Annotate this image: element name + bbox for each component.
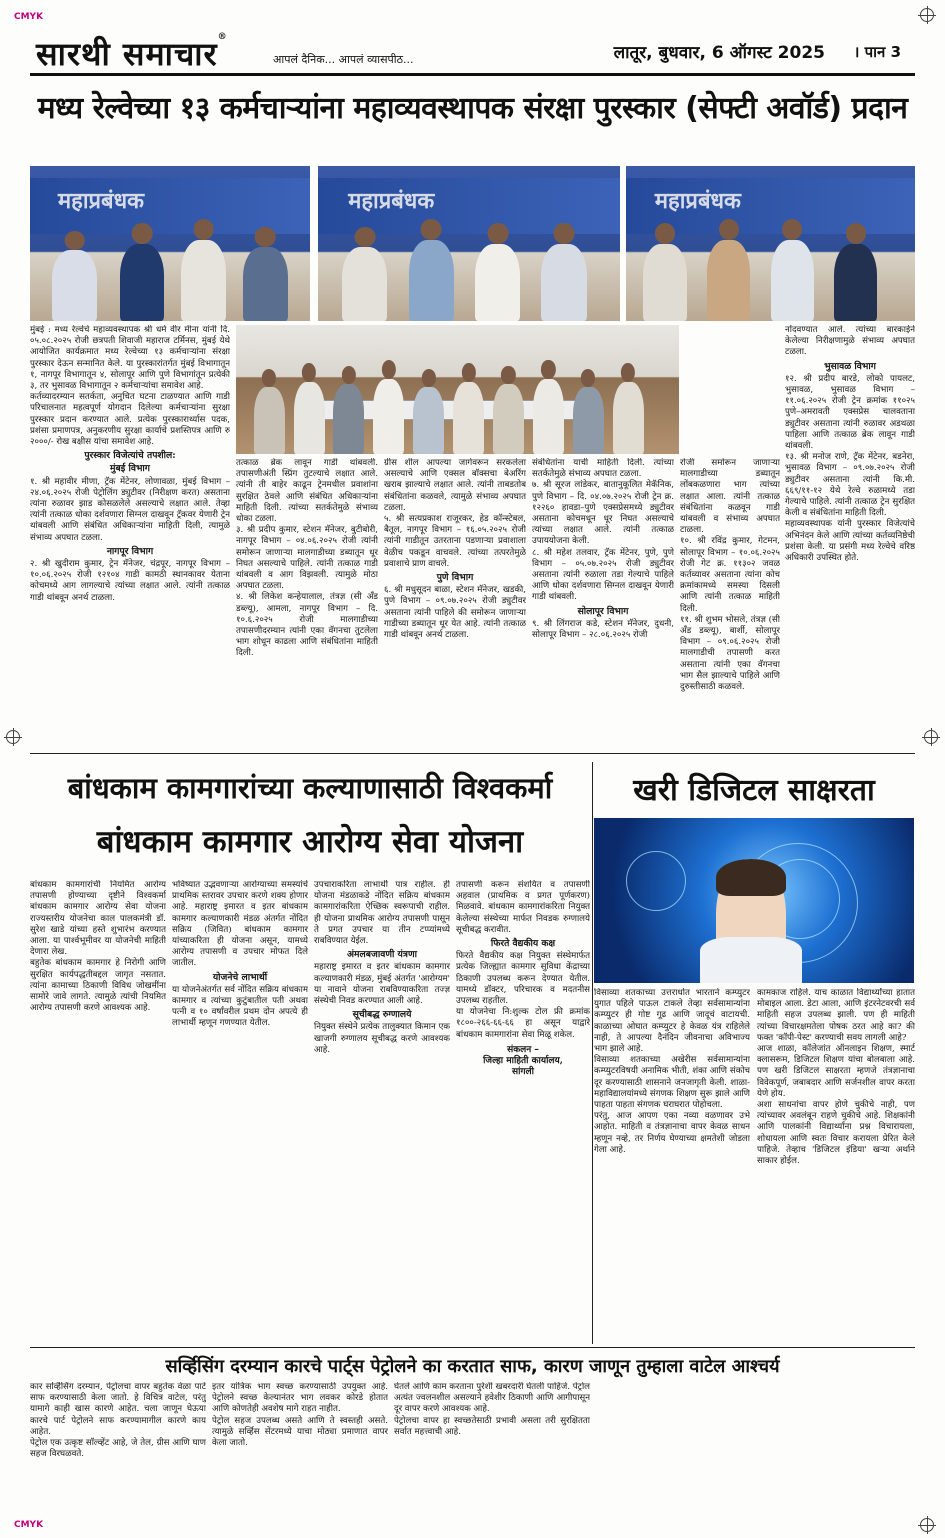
page-number: । पान 3 [853, 43, 901, 61]
story1-column-3: ग्रीस शील आपल्या जागेवरून सरकलेला असल्याचे आणि एक्सल बॉक्सचा बेअरिंग खराब झाल्याचे लक्षात आले. त्यांनी ताबडतोब संबंधितांना कळवले, त्यामुळे संभाव्य अपघात टळला. ५. श्री सत्यप्रकाश राजूरकर, हेड कॉन्स्टेबल, बैतूल, नागपूर विभाग – १६.०५.२०२५ रोजी त्यांनी गाडीतून उतरताना पडणाऱ्या प्रवाशाला वेळीच पकडून वाचवले. त्यांच्या तत्परतेमुळे प्रवाशाचे प्राण वाचले. पुणे विभाग ६. श्री मधुसूदन बाळा, स्टेशन मॅनेजर, खडकी, पुणे विभाग – ०९.०७.२०२५ रोजी ड्युटीवर असताना त्यांनी पाहिले की समोरून जाणाऱ्या गाडीच्या डब्यातून धूर येत आहे. त्यांनी तत्काळ गाडी थांबवून अनर्थ टाळला. [384, 458, 526, 641]
section-divider [30, 1347, 915, 1348]
column-divider [592, 762, 593, 1344]
cmyk-marker-top: CMYK [14, 12, 44, 22]
story1-column-2: तत्काळ ब्रेक लावून गाडी थांबवली. तपासणीअंती स्प्रिंग तुटल्याचे लक्षात आले. त्यांनी ती बाहेर काढून ट्रेनमधील प्रवाशांना सुरक्षित ठेवले आणि संबंधित अधिकाऱ्यांना माहिती दिली. त्यांच्या सतर्कतेमुळे संभाव्य धोका टळला. ३. श्री प्रदीप कुमार, स्टेशन मॅनेजर, बुटीबोरी, नागपूर विभाग – ०४.०६.२०२५ रोजी त्यांनी समोरून जाणाऱ्या मालगाडीच्या डब्यातून धूर निघत असल्याचे पाहिले. त्यांनी तत्काळ गाडी थांबवली व आग विझवली. त्यामुळे मोठा अपघात टळला. ४. श्री लिकेश कन्हेयालाल, तंत्रज्ञ (सी अँड डब्ल्यू), आमला, नागपूर विभाग – दि. १०.६.२०२५ रोजी मालगाडीच्या तपासणीदरम्यान त्यांनी एका वॅगनचा तुटलेला भाग शोधून काढला आणि संबंधितांना माहिती दिली. [236, 458, 378, 659]
story2-column-3: उपचाराकरिता लाभार्थी पात्र राहील. ही योजना मंडळाकडे नोंदित सक्रिय बांधकाम कामगारांकरिता ऐच्छिक स्वरूपाची राहील. ही योजना प्राथमिक आरोग्य तपासणी पासून ते प्रगत उपचार या तीन टप्प्यांमध्ये राबविण्यात येईल. अंमलबजावणी यंत्रणा महाराष्ट्र इमारत व इतर बांधकाम कामगार कल्याणकारी मंडळ, मुंबई अंतर्गत 'आरोग्यम' या नावाने योजना राबविण्याकरिता तज्ज्ञ संस्थेची निवड करण्यात आली आहे. सूचीबद्ध रुग्णालये नियुक्त संस्थेने प्रत्येक तालुक्यात किमान एक खाजगी रुग्णालय सूचीबद्ध करणे आवश्यक आहे. [314, 880, 450, 1055]
registration-mark-icon [920, 8, 934, 22]
story2-headline-line1: बांधकाम कामगारांच्या कल्याणासाठी विश्वकर्मा [67, 771, 553, 805]
story4-column-1: कार सर्व्हिसिंग दरम्यान, पेट्रोलचा वापर बहुतेक वेळा पार्ट साफ करण्यासाठी केला जातो. हे विचित्र वाटेल, परंतु यामागे काही खास कारणे आहेत. चला जाणून घेऊया कारचे पार्ट पेट्रोलने साफ करण्यामागील कारणे काय आहेत. पेट्रोल एक उत्कृष्ट सॉल्व्हेंट आहे, जे तेल, ग्रीस आणि घाण सहज विरघळवते. [30, 1382, 206, 1460]
dateline: लातूर, बुधवार, 6 ऑगस्ट 2025 [613, 43, 825, 63]
story1-column-4: संबंधितांना याची माहिती दिली. त्यांच्या सतर्कतेमुळे संभाव्य अपघात टळला. ७. श्री सूरज लांडेकर, बातानुकूलित मेकॅनिक, पुणे विभाग – दि. ०४.०७.२०२५ रोजी ट्रेन क्र. १२२६० हावडा–पुणे एक्सप्रेसमध्ये ड्युटीवर असताना कोचमधून धूर निघत असल्याचे त्यांच्या लक्षात आले. त्यांनी तत्काळ उपाययोजना केली. ८. श्री महेश तलवार, ट्रॅक मेंटेनर, पुणे, पुणे विभाग – ०५.०७.२०२५ रोजी ड्युटीवर असताना त्यांनी रुळाला तडा गेल्याचे पाहिले आणि धोका दर्शवणारा सिग्नल दाखवून येणारी गाडी थांबवली. सोलापूर विभाग ९. श्री लिंगराज कडे, स्टेशन मॅनेजर, दुधनी, सोलापूर विभाग – २८.०६.२०२५ रोजी [532, 458, 674, 641]
group-photo [236, 325, 679, 454]
story1-column-1: मुंबई : मध्य रेल्वेचे महाव्यवस्थापक श्री धर्म वीर मीना यांनी दि. ०५.०८.२०२५ रोजी छत्रपती शिवाजी महाराज टर्मिनस, मुंबई येथे आयोजित कार्यक्रमात मध्य रेल्वेच्या १३ कर्मचाऱ्यांना संरक्षा पुरस्कार देऊन सन्मानित केले. या पुरस्कारांतर्गत मुंबई विभागातून १, नागपूर विभागातून ४, सोलापूर आणि पुणे विभागांतून प्रत्येकी ३, तर भुसावळ विभागातून २ कर्मचाऱ्यांचा समावेश आहे. कर्तव्यादरम्यान सतर्कता, अनुचित घटना टाळण्यात आणि गाडी परिचालनात महत्वपूर्ण योगदान दिलेल्या कर्मचाऱ्यांना सुरक्षा पुरस्कार प्रदान करण्यात आले. प्रत्येक पुरस्कारार्थ्यास पदक, प्रशंसा प्रमाणपत्र, अनुकरणीय सुरक्षा कार्याचे प्रशस्तिपत्र आणि रु २०००/- रोख बक्षीस यांचा समावेश आहे. पुरस्कार विजेत्यांचे तपशील: मुंबई विभाग १. श्री महावीर मीणा, ट्रॅक मेंटेनर, लोणावळा, मुंबई विभाग – २४.०६.२०२५ रोजी पेट्रोलिंग ड्युटीवर (निरीक्षण करत) असताना त्यांना रुळावर झाड कोसळलेले असल्याचे लक्षात आले. तेव्हा त्यांनी तत्काळ धोका दर्शवणारा सिग्नल दाखवून ट्रॅकवर येणारी ट्रेन थांबवली आणि संबंधित अधिकाऱ्यांना माहिती दिली, त्यामुळे संभाव्य अपघात टळला. नागपूर विभाग २. श्री खुदीराम कुमार, ट्रेन मॅनेजर, चंद्रपूर, नागपूर विभाग – १०.०६.२०२५ रोजी १२१०४ गाडी कामठी स्थानकावर येताना कोचमध्ये आग लागल्याचे त्यांच्या लक्षात आले. त्यांनी तत्काळ गाडी थांबवून अनर्थ टाळला. [30, 325, 230, 603]
story2-column-1: बांधकाम कामगारांची नियमित आरोग्य तपासणी होण्याच्या दृष्टीने विश्वकर्मा बांधकाम कामगार आरोग्य सेवा योजना राज्यस्तरीय योजनेचा काल पालकमंत्री डॉ. सुरेश खाडे यांच्या हस्ते शुभारंभ करण्यात आला. या पार्श्वभूमीवर या योजनेची माहिती देणारा लेख. बहुतेक बांधकाम कामगार हे निरोगी आणि सुरक्षित कार्यपद्धतीबद्दल जागृत नसतात. त्यांना कामाच्या ठिकाणी विविध जोखमींना सामोरे जावे लागते. त्यामुळे त्यांची नियमित आरोग्य तपासणी करणे आवश्यक आहे. [30, 880, 166, 1014]
masthead [30, 30, 915, 76]
section-divider [30, 753, 915, 754]
story2-headline-line2: बांधकाम कामगार आरोग्य सेवा योजना [96, 824, 524, 860]
registration-mark-icon [6, 730, 20, 744]
story2-column-4: तपासणी करून संशयित व तपासणी अहवाल (प्राथमिक व प्रगत पूर्णकरण) मिळवावे. बांधकाम कामगारांकरिता नियुक्त केलेल्या संस्थेच्या मार्फत निवडक रुग्णालये सूचीबद्ध करावीत. फिरते वैद्यकीय कक्ष फिरते वैद्यकीय कक्ष नियुक्त संस्थेमार्फत प्रत्येक जिल्ह्यात कामगार सुविधा केंद्राच्या ठिकाणी उपलब्ध करून देण्यात येतील. यामध्ये डॉक्टर, परिचारक व मदतनीस उपलब्ध राहतील. या योजनेचा नि:शुल्क टोल फ्री क्रमांक १८००-२६६-६६-६६ हा असून याद्वारे बांधकाम कामगारांना सेवा मिळू शकेल. संकलन – जिल्हा माहिती कार्यालय, सांगली [456, 880, 590, 1078]
story2-signature: संकलन – जिल्हा माहिती कार्यालय, सांगली [483, 1044, 563, 1078]
digital-literacy-photo [594, 818, 914, 983]
newspaper-logo: सारथी समाचार® [36, 32, 228, 73]
story1-headline: मध्य रेल्वेच्या १३ कर्मचाऱ्यांना महाव्यवस्थापक संरक्षा पुरस्कार (सेफ्टी अवॉर्ड) प्रदान [37, 91, 908, 126]
story3-column-2: कामकाज राहिले. याच काळात विद्यार्थ्यांच्या हातात मोबाइल आला. डेटा आला, आणि इंटरनेटवरची सर्व माहिती सहज उपलब्ध झाली. पण ही माहिती त्यांच्या विचारक्षमतेला पोषक ठरत आहे का? की फक्त 'कॉपी-पेस्ट' करण्याची सवय लागली आहे? आज शाळा, कॉलेजांत ऑनलाइन शिक्षण, स्मार्ट क्लासरूम, डिजिटल शिक्षण यांचा बोलबाला आहे. पण खरी डिजिटल साक्षरता म्हणजे तंत्रज्ञानाचा विवेकपूर्ण, जबाबदार आणि सर्जनशील वापर करता येणे होय. अशा साधनांचा वापर होणे चुकीचे नाही, पण त्यांच्यावर अवलंबून राहणे चुकीचे आहे. शिक्षकांनी आणि पालकांनी विद्यार्थ्यांना प्रश्न विचारायला, शोधायला आणि स्वतः विचार करायला प्रेरित केले पाहिजे. तेव्हाच 'डिजिटल इंडिया' खऱ्या अर्थाने साकार होईल. [757, 988, 915, 1167]
registration-mark-icon [920, 1518, 934, 1532]
award-photo-2: महाप्रबंधक [318, 166, 620, 321]
story2-column-2: भविष्यात उद्भवणाऱ्या आरोग्याच्या समस्यांचे प्राथमिक स्तरावर उपचार करणे शक्य होणार आहे. महाराष्ट्र इमारत व इतर बांधकाम कामगार कल्याणकारी मंडळ अंतर्गत नोंदित सक्रिय (जिवित) बांधकाम कामगार यांच्याकरिता ही योजना असून, यामध्ये आरोग्य तपासणी व उपचार मोफत दिले जातील. योजनेचे लाभार्थी या योजनेअंतर्गत सर्व नोंदित सक्रिय बांधकाम कामगार व त्यांच्या कुटुंबातील पती अथवा पत्नी व १० वर्षांवरील प्रथम दोन अपत्ये ही लाभार्थी म्हणून गणण्यात येतील. [172, 880, 308, 1029]
story1-column-6: नोंदवण्यात आले. त्यांच्या बारकाईने केलेल्या निरीक्षणामुळे संभाव्य अपघात टळला. भुसावळ विभाग १२. श्री प्रदीप बारडे, लोको पायलट, भुसावळ, भुसावळ विभाग – ११.०६.२०२५ रोजी ट्रेन क्रमांक ११०२५ पुणे–अमरावती एक्सप्रेस चालवताना ड्युटीवर असताना त्यांनी रुळावर अडथळा पाहिला आणि तत्काळ ब्रेक लावून गाडी थांबवली. १३. श्री मनोज राणे, ट्रॅक मेंटेनर, बडनेरा, भुसावळ विभाग – ०९.०७.२०२५ रोजी ड्युटीवर असताना त्यांनी कि.मी. ६६९/११-१२ येथे रेल्वे रुळामध्ये तडा गेल्याचे पाहिले. त्यांनी तत्काळ ट्रेन सुरक्षित केली व संबंधितांना माहिती दिली. महाव्यवस्थापक यांनी पुरस्कार विजेत्यांचे अभिनंदन केले आणि त्यांच्या कर्तव्यनिष्ठेची प्रशंसा केली. या प्रसंगी मध्य रेल्वेचे वरिष्ठ अधिकारी उपस्थित होते. [785, 325, 915, 564]
story1-column-5: रोजी समोरून जाणाऱ्या मालगाडीच्या डब्यातून लोंबकळणारा भाग त्यांच्या लक्षात आला. त्यांनी तत्काळ संबंधितांना कळवून गाडी थांबवली व संभाव्य अपघात टाळला. १०. श्री रविंद्र कुमार, गेटमन, सोलापूर विभाग – १०.०६.२०२५ रोजी गेट क्र. ११३०२ जवळ कर्तव्यावर असताना त्यांना कोच क्रमांकामध्ये समस्या दिसली आणि त्यांनी तत्काळ माहिती दिली. ११. श्री शुभम भोसले, तंत्रज्ञ (सी अँड डब्ल्यू), बार्शी, सोलापूर विभाग – ०९.०६.२०२५ रोजी मालगाडीची तपासणी करत असताना त्यांनी एका वॅगनचा भाग सैल झाल्याचे पाहिले आणि दुरुस्तीसाठी कळवले. [680, 458, 780, 693]
story3-column-1: विसाव्या शतकाच्या उत्तरार्धात भारताने कम्प्युटर युगात पहिले पाऊल टाकले तेव्हा सर्वसामान्यांना कम्प्युटर ही गोष्ट गूढ आणि जादूचं वाटायची. काळाच्या ओघात कम्प्युटर हे केवळ यंत्र राहिलेले नाही, ते आपल्या दैनंदिन जीवनाचा अविभाज्य भाग झाले आहे. विसाव्या शतकाच्या अखेरीस सर्वसामान्यांना कम्प्युटरविषयी अनामिक भीती, शंका आणि संकोच दूर करण्यासाठी शासनाने जनजागृती केली. शाळा-महाविद्यालयांमध्ये संगणक शिक्षण सुरू झाले आणि पाहता पाहता संगणक घराघरात पोहोचला. परंतु, आज आपण एका नव्या वळणावर उभे आहोत. माहिती व तंत्रज्ञानाचा वापर केवळ साधन म्हणून नव्हे, तर निर्णय घेण्याच्या क्षमतेशी जोडला गेला आहे. [594, 988, 750, 1155]
award-photo-3: महाप्रबंधक [626, 166, 915, 321]
story4-column-2: इतर यांत्रिक भाग स्वच्छ करण्यासाठी उपयुक्त आहे. पेट्रोलने स्वच्छ केल्यानंतर भाग लवकर कोरडे होतात आणि कोणतेही अवशेष मागे राहत नाहीत. पेट्रोल सहज उपलब्ध असते आणि ते स्वस्तही असते. त्यामुळे सर्व्हिस सेंटरमध्ये याचा मोठ्या प्रमाणात वापर केला जातो. [212, 1382, 388, 1449]
award-photo-1: महाप्रबंधक [30, 166, 310, 321]
tagline: आपलं दैनिक... आपलं व्यासपीठ... [273, 53, 414, 66]
story4-headline: सर्व्हिसिंग दरम्यान कारचे पार्ट्स पेट्रोलने का करतात साफ, कारण जाणून तुम्हाला वाटेल आश्चर्य [165, 1356, 780, 1377]
story3-headline: खरी डिजिटल साक्षरता [633, 773, 875, 808]
story2-headline-box [30, 762, 590, 874]
cmyk-marker-bottom: CMYK [14, 1520, 44, 1530]
story4-column-3: घेतले आणि काम करताना पुरेशी खबरदारी घेतली पाहिजे. पेट्रोल अत्यंत ज्वलनशील असल्याने हवेशीर ठिकाणी आणि आगीपासून दूर वापर करणे आवश्यक आहे. पेट्रोलचा वापर हा स्वच्छतेसाठी प्रभावी असला तरी सुरक्षितता सर्वात महत्त्वाची आहे. [394, 1382, 590, 1437]
registration-mark-icon [924, 730, 938, 744]
